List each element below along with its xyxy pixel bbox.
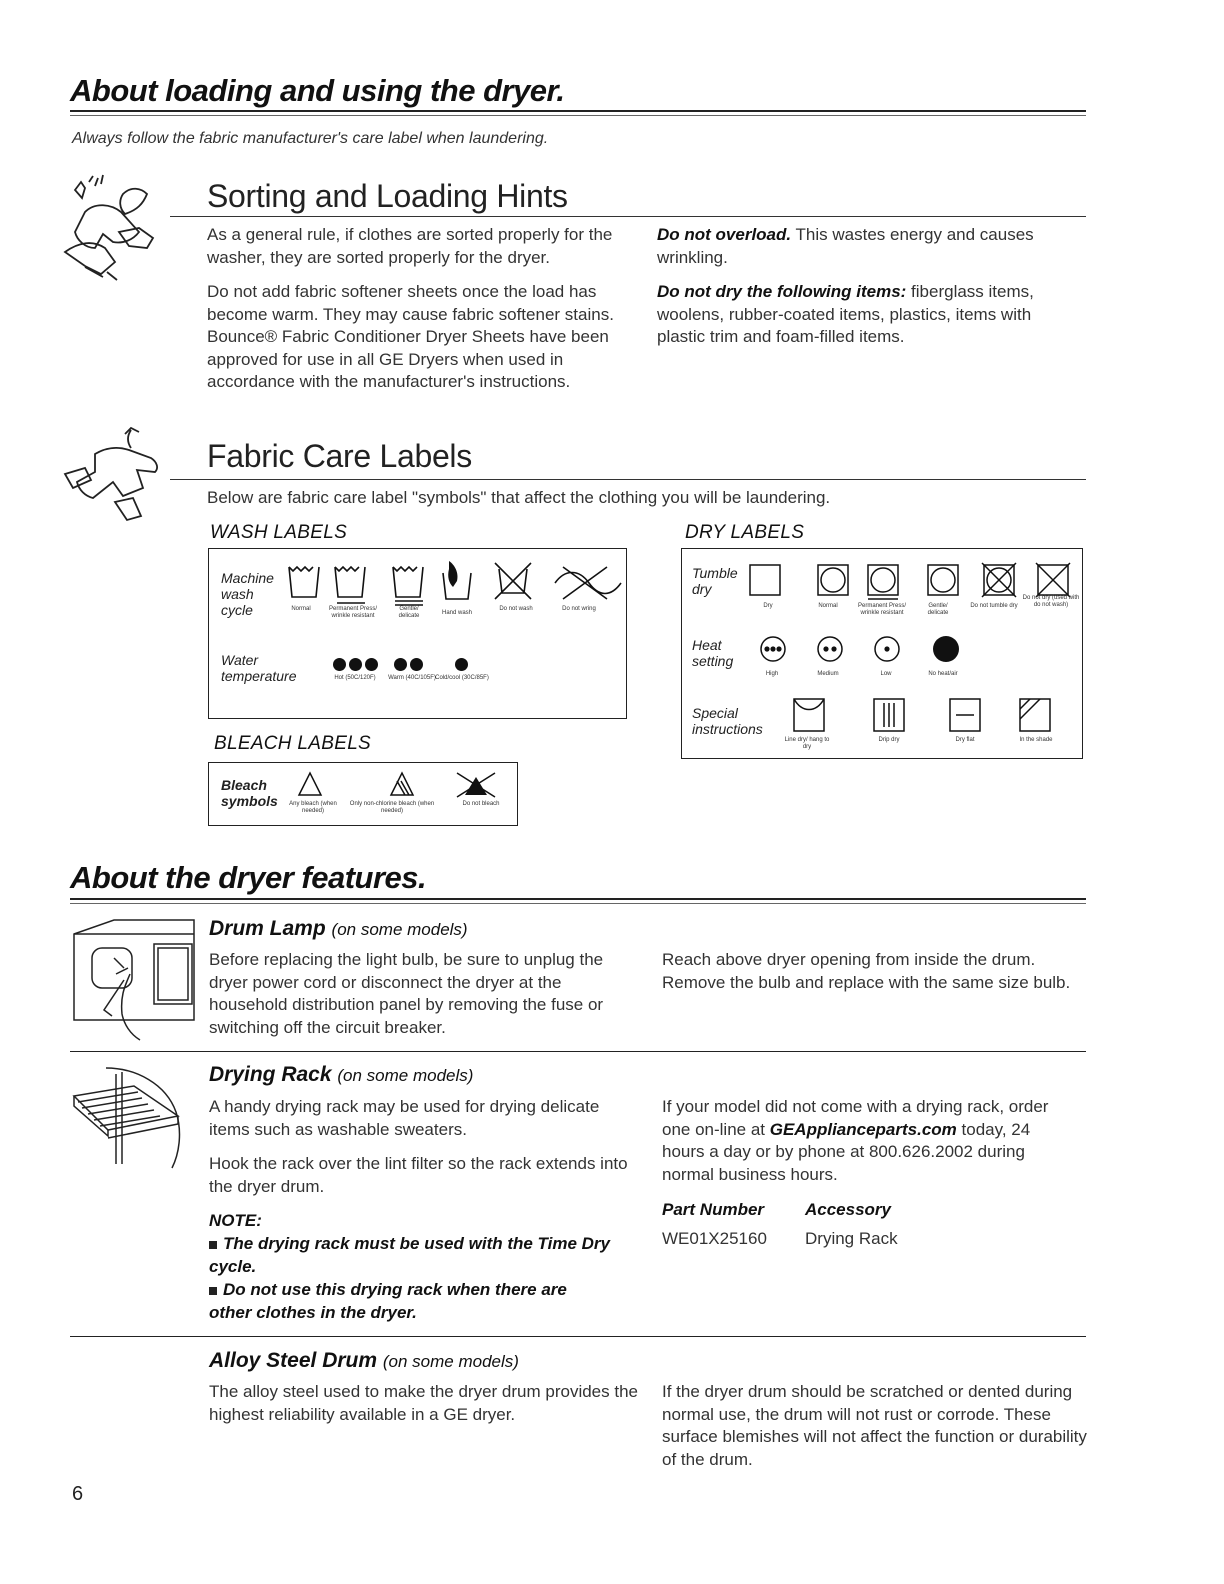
wash-cycle-label: Machine wash cycle	[221, 570, 274, 618]
drum-lamp-right-text: Reach above dryer opening from inside the drum. Remove the bulb and replace with the same size bulb.	[662, 950, 1071, 992]
wash-labels-heading: WASH LABELS	[210, 522, 348, 543]
alloy-drum-heading: Alloy Steel Drum	[209, 1349, 378, 1372]
warm-dot	[394, 658, 407, 671]
parts-link[interactable]: GEApplianceparts.com	[769, 1119, 957, 1139]
special-instructions-label: Special instructions	[692, 705, 763, 737]
bleach-cap-non-chlorine: Only non-chlorine bleach (when needed)	[349, 801, 435, 814]
divider	[70, 1336, 1086, 1337]
page-number: 6	[72, 1483, 84, 1505]
heat-cap-high: High	[765, 671, 779, 677]
water-temp-label: Water temperature	[221, 652, 297, 684]
special-instruction-symbols	[792, 695, 1072, 735]
sorting-do-not-dry-note	[657, 281, 1082, 349]
drying-rack-illustration	[60, 1062, 205, 1172]
divider	[170, 479, 1086, 480]
special-cap-drip-dry: Drip dry	[878, 737, 900, 743]
drum-lamp-illustration	[70, 914, 200, 1044]
rack-order-a: If your model did not come with a drying rack, order one on-line at	[662, 1097, 1049, 1139]
temp-cap-hot: Hot (50C/120F)	[334, 675, 376, 681]
alloy-drum-note: (on some models)	[382, 1352, 519, 1371]
shirt-icon	[55, 424, 180, 529]
hot-dot	[333, 658, 346, 671]
section-title-sorting: Sorting and Loading Hints	[207, 178, 568, 214]
drum-lamp-left-text: Before replacing the light bulb, be sure to unplug the dryer power cord or disconnect the dryer at the household distribution panel by removing the fuse or switching off the circuit breaker.	[209, 950, 604, 1037]
rack-bullet-1	[209, 1233, 629, 1278]
bullet-icon	[209, 1241, 217, 1249]
wash-cap-hand-wash: Hand wash	[441, 610, 473, 616]
alloy-drum-left-text: The alloy steel used to make the dryer drum provides the highest reliability available in a GE dryer.	[209, 1382, 638, 1424]
heat-setting-symbols	[758, 633, 968, 667]
drum-lamp-note: (on some models)	[331, 920, 468, 939]
special-cap-dry-flat: Dry flat	[955, 737, 975, 743]
dry-cap-do-not-tumble: Do not tumble dry	[970, 603, 1018, 609]
bullet-icon	[209, 1287, 217, 1295]
divider	[70, 1051, 1086, 1052]
rack-bullet-1-text: The drying rack must be used with the Time Dry cycle.	[209, 1234, 610, 1276]
drying-rack-heading: Drying Rack	[209, 1063, 332, 1086]
wash-cap-permanent-press: Permanent Press/ wrinkle resistant	[328, 606, 378, 619]
dry-cap-permanent-press: Permanent Press/ wrinkle resistant	[857, 603, 907, 616]
sorting-paragraph-2: Do not add fabric softener sheets once the load has become warm. They may cause fabric softener stains. Bounce® Fabric Conditioner Dryer Sheets have been approved for use in all GE Dryers when used in accordance with the manufacturer's instructions.	[207, 282, 614, 391]
part-number-value: WE01X25160	[662, 1229, 767, 1248]
rack-order-b: today, 24 hours a day or by phone at 800.626.2002 during normal business hours.	[662, 1119, 1031, 1184]
rack-paragraph-2: Hook the rack over the lint filter so the rack extends into the dryer drum.	[209, 1154, 628, 1196]
bleach-labels-heading: BLEACH LABELS	[214, 733, 372, 754]
section-title-fabric: Fabric Care Labels	[207, 438, 472, 474]
heat-cap-no-heat: No heat/air	[928, 671, 958, 677]
bleach-labels-box	[208, 762, 518, 826]
alloy-drum-title	[209, 1349, 519, 1373]
drying-rack-note: (on some models)	[337, 1066, 474, 1085]
special-cap-in-shade: In the shade	[1019, 737, 1053, 743]
part-number-heading: Part Number	[662, 1200, 765, 1219]
heat-cap-low: Low	[880, 671, 892, 677]
do-not-dry-bold: Do not dry the following items:	[657, 282, 907, 301]
dry-cap-gentle: Gentle/ delicate	[927, 603, 949, 616]
dry-labels-heading: DRY LABELS	[685, 522, 805, 543]
overload-text: This wastes energy and causes wrinkling.	[657, 225, 1034, 267]
bleach-symbols	[297, 769, 497, 799]
accessory-heading: Accessory	[805, 1200, 892, 1219]
wash-cap-normal: Normal	[291, 606, 311, 612]
alloy-drum-right-text: If the dryer drum should be scratched or dented during normal use, the drum will not rust or corrode. These surface blemishes will not affect the function or durability of the drum.	[662, 1382, 1087, 1469]
wash-cap-do-not-wash: Do not wash	[499, 606, 533, 612]
tumble-dry-label: Tumble dry	[692, 565, 738, 597]
hot-dot	[365, 658, 378, 671]
divider	[170, 216, 1086, 217]
heat-cap-medium: Medium	[817, 671, 839, 677]
do-not-dry-text: fiberglass items, woolens, rubber-coated items, plastics, items with plastic trim and foam-filled items.	[657, 282, 1034, 346]
bleach-symbols-label: Bleach symbols	[221, 777, 278, 809]
fabric-intro: Below are fabric care label "symbols" that affect the clothing you will be laundering.	[207, 488, 831, 507]
warm-dot	[410, 658, 423, 671]
dry-cap-normal: Normal	[818, 603, 838, 609]
wash-symbols	[287, 559, 627, 609]
bleach-cap-do-not: Do not bleach	[462, 801, 500, 807]
rack-bullet-2	[209, 1279, 569, 1324]
temp-cap-cold: Cold/cool (30C/85F)	[435, 675, 489, 681]
title-rule	[70, 110, 1086, 116]
rack-note-heading: NOTE:	[209, 1211, 262, 1230]
accessory-value: Drying Rack	[805, 1229, 898, 1248]
drum-lamp-heading: Drum Lamp	[209, 917, 326, 940]
clothes-icon	[55, 172, 180, 287]
drying-rack-title	[209, 1063, 473, 1087]
wash-cap-gentle: Gentle/ delicate	[398, 606, 420, 619]
dry-cap-do-not-dry: Do not dry (used with do not wash)	[1022, 595, 1080, 608]
temp-cap-warm: Warm (40C/105F)	[388, 675, 436, 681]
sorting-overload-note	[657, 224, 1077, 269]
cold-dot	[455, 658, 468, 671]
bleach-cap-any: Any bleach (when needed)	[289, 801, 337, 814]
page-title: About loading and using the dryer.	[70, 73, 565, 108]
drum-lamp-title	[209, 917, 468, 941]
rack-paragraph-1: A handy drying rack may be used for drying delicate items such as washable sweaters.	[209, 1097, 600, 1139]
rack-order-text	[662, 1096, 1074, 1186]
dry-labels-box	[681, 548, 1083, 759]
wash-cap-do-not-wring: Do not wring	[562, 606, 596, 612]
special-cap-line-dry: Line dry/ hang to dry	[784, 737, 830, 750]
rack-bullet-2-text: Do not use this drying rack when there are other clothes in the dryer.	[209, 1280, 567, 1322]
features-title: About the dryer features.	[70, 860, 427, 895]
dry-cap-dry: Dry	[763, 603, 773, 609]
hot-dot	[349, 658, 362, 671]
heat-setting-label: Heat setting	[692, 637, 734, 669]
page-subtitle: Always follow the fabric manufacturer's care label when laundering.	[72, 130, 549, 147]
sorting-paragraph-1: As a general rule, if clothes are sorted properly for the washer, they are sorted properly for the dryer.	[207, 225, 613, 267]
wash-labels-box	[208, 548, 627, 719]
overload-bold: Do not overload.	[657, 225, 792, 244]
features-rule	[70, 898, 1086, 904]
